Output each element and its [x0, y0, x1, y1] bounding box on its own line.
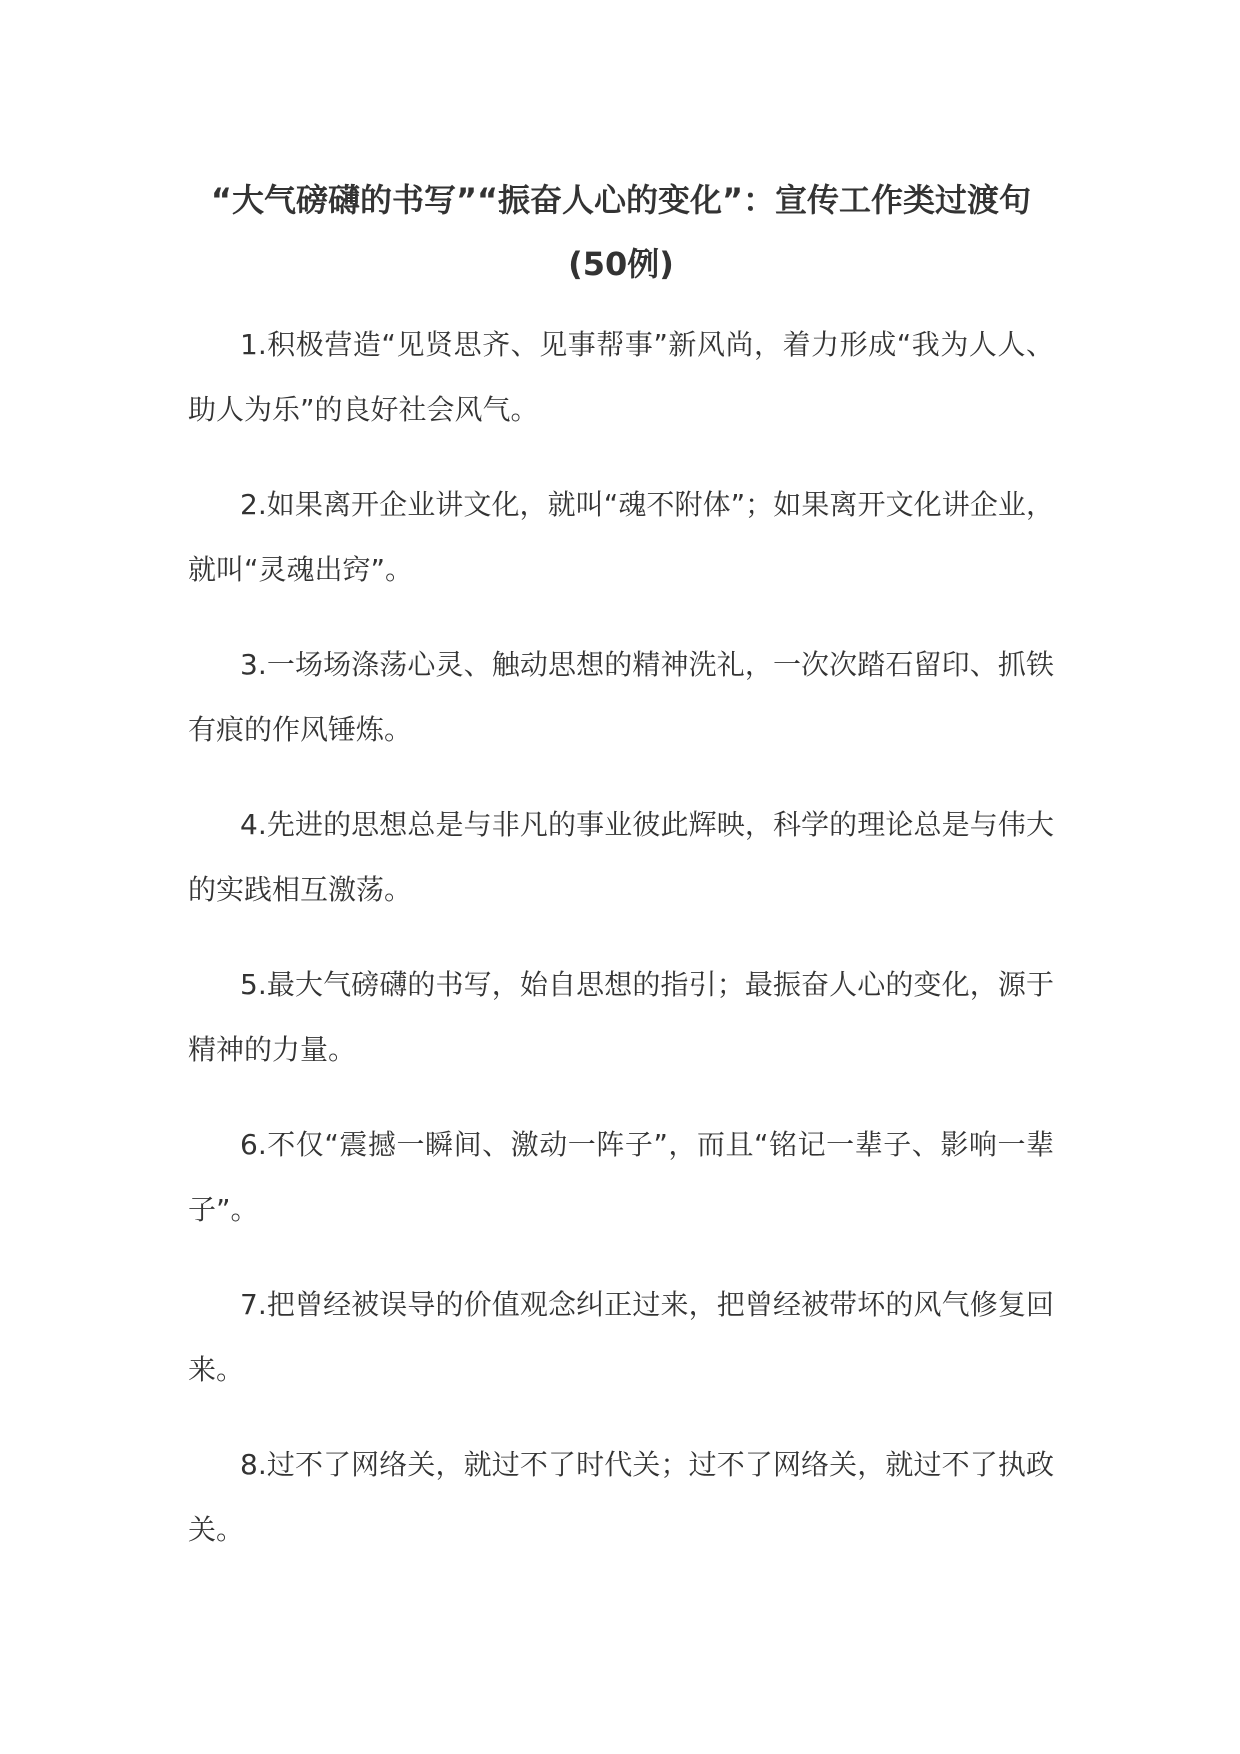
paragraph-8: 8.过不了网络关，就过不了时代关；过不了网络关，就过不了执政关。: [188, 1448, 1054, 1546]
paragraph-5: 5.最大气磅礴的书写，始自思想的指引；最振奋人心的变化，源于精神的力量。: [188, 968, 1054, 1066]
paragraph-6: 6.不仅“震撼一瞬间、激动一阵子”，而且“铭记一辈子、影响一辈子”。: [188, 1128, 1054, 1226]
paragraph-2: 2.如果离开企业讲文化，就叫“魂不附体”；如果离开文化讲企业，就叫“灵魂出窍”。: [188, 488, 1054, 586]
paragraph-7: 7.把曾经被误导的价值观念纠正过来，把曾经被带坏的风气修复回来。: [188, 1288, 1054, 1386]
document-title: “大气磅礴的书写”“振奋人心的变化”：宣传工作类过渡句(50例): [210, 181, 1032, 283]
paragraph-4: 4.先进的思想总是与非凡的事业彼此辉映，科学的理论总是与伟大的实践相互激荡。: [188, 808, 1054, 906]
paragraph-3: 3.一场场涤荡心灵、触动思想的精神洗礼，一次次踏石留印、抓铁有痕的作风锤炼。: [188, 648, 1054, 746]
document-page: [188, 168, 1054, 1592]
paragraph-1: 1.积极营造“见贤思齐、见事帮事”新风尚，着力形成“我为人人、助人为乐”的良好社会风气。: [188, 328, 1054, 426]
